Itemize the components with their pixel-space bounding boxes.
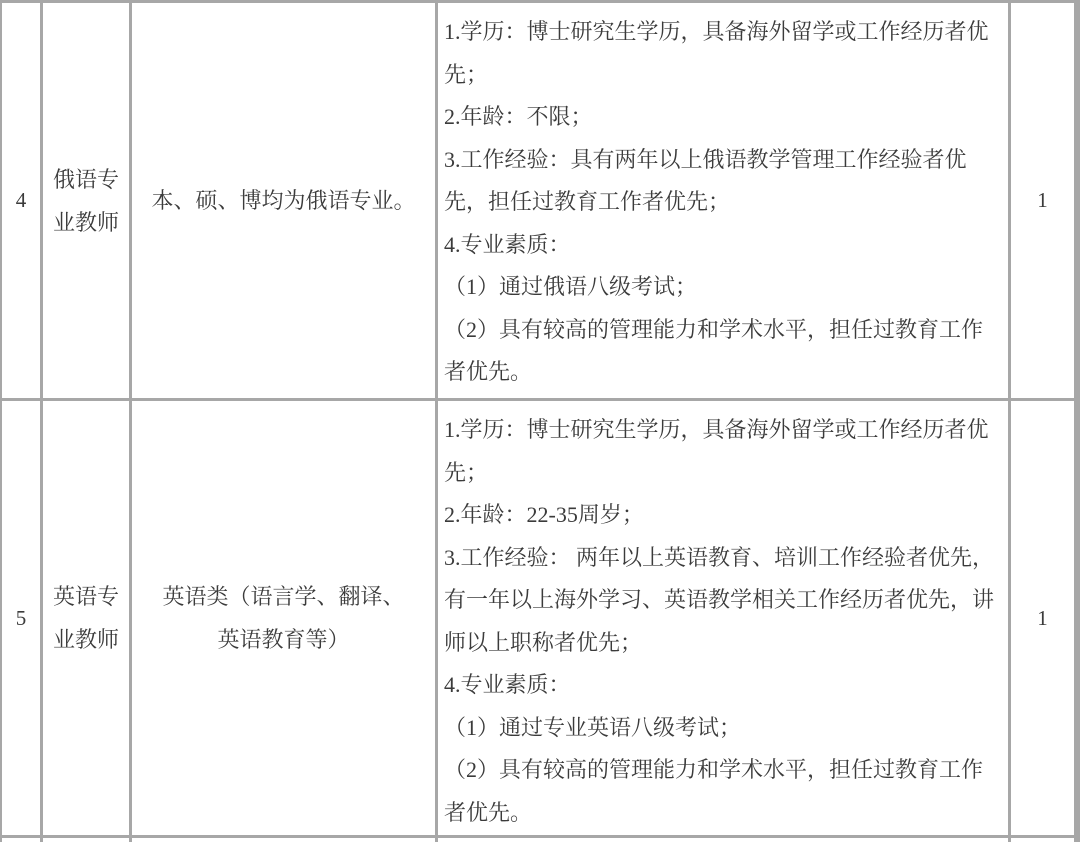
table-row-partial — [2, 838, 1078, 842]
position-name: 英语专业教师 — [52, 584, 119, 652]
row-number: 5 — [15, 605, 27, 630]
major-line: 本、硕、博均为俄语专业。 — [151, 188, 416, 213]
requirement-item: 3.工作经验： 两年以上英语教育、培训工作经验者优先，有一年以上海外学习、英语教学相关工作经历者优先，讲师以上职称者优先； — [444, 544, 995, 655]
requirement-item: 2.年龄：不限； — [444, 104, 593, 129]
position-cell — [43, 838, 129, 842]
major-cell — [132, 838, 435, 842]
requirement-item: 2.年龄：22-35周岁； — [444, 502, 644, 527]
position-cell — [43, 401, 129, 835]
headcount-value: 1 — [1037, 605, 1048, 630]
row-number: 4 — [15, 188, 27, 213]
requirement-item: （1）通过俄语八级考试； — [444, 274, 698, 299]
requirement-item: 4.专业素质： — [444, 231, 571, 257]
major-line: 英语教育等） — [217, 627, 350, 652]
row-number-cell — [2, 3, 40, 398]
requirement-item: 1.学历：博士研究生学历，具备海外留学或工作经历者优先； — [444, 19, 989, 87]
requirement-item: （1）通过专业英语八级考试； — [444, 714, 742, 740]
row-number-cell — [2, 838, 40, 842]
requirement-item: 1.学历：博士研究生学历，具备海外留学或工作经历者优先； — [444, 417, 989, 485]
requirement-item: （2）具有较高的管理能力和学术水平，担任过教育工作者优先。 — [444, 316, 984, 384]
position-cell — [43, 3, 129, 398]
headcount-cell — [1011, 3, 1074, 398]
headcount-cell — [1011, 838, 1074, 842]
headcount-cell — [1011, 401, 1074, 835]
table-row — [2, 401, 1078, 835]
requirements-cell — [438, 838, 1008, 842]
row-number-cell — [2, 401, 40, 835]
requirements-cell — [438, 3, 1008, 398]
requirements-cell — [438, 401, 1008, 835]
requirement-item: 3.工作经验：具有两年以上俄语教学管理工作经验者优先，担任过教育工作者优先； — [444, 146, 967, 214]
requirement-item: 4.专业素质： — [444, 672, 571, 697]
requirement-item: （2）具有较高的管理能力和学术水平，担任过教育工作者优先。 — [444, 757, 984, 825]
major-line: 英语类（语言学、翻译、 — [162, 584, 405, 609]
major-cell — [132, 401, 435, 835]
table-row — [2, 3, 1078, 398]
major-cell — [132, 3, 435, 398]
headcount-value: 1 — [1037, 188, 1048, 213]
position-name: 俄语专业教师 — [52, 166, 119, 235]
